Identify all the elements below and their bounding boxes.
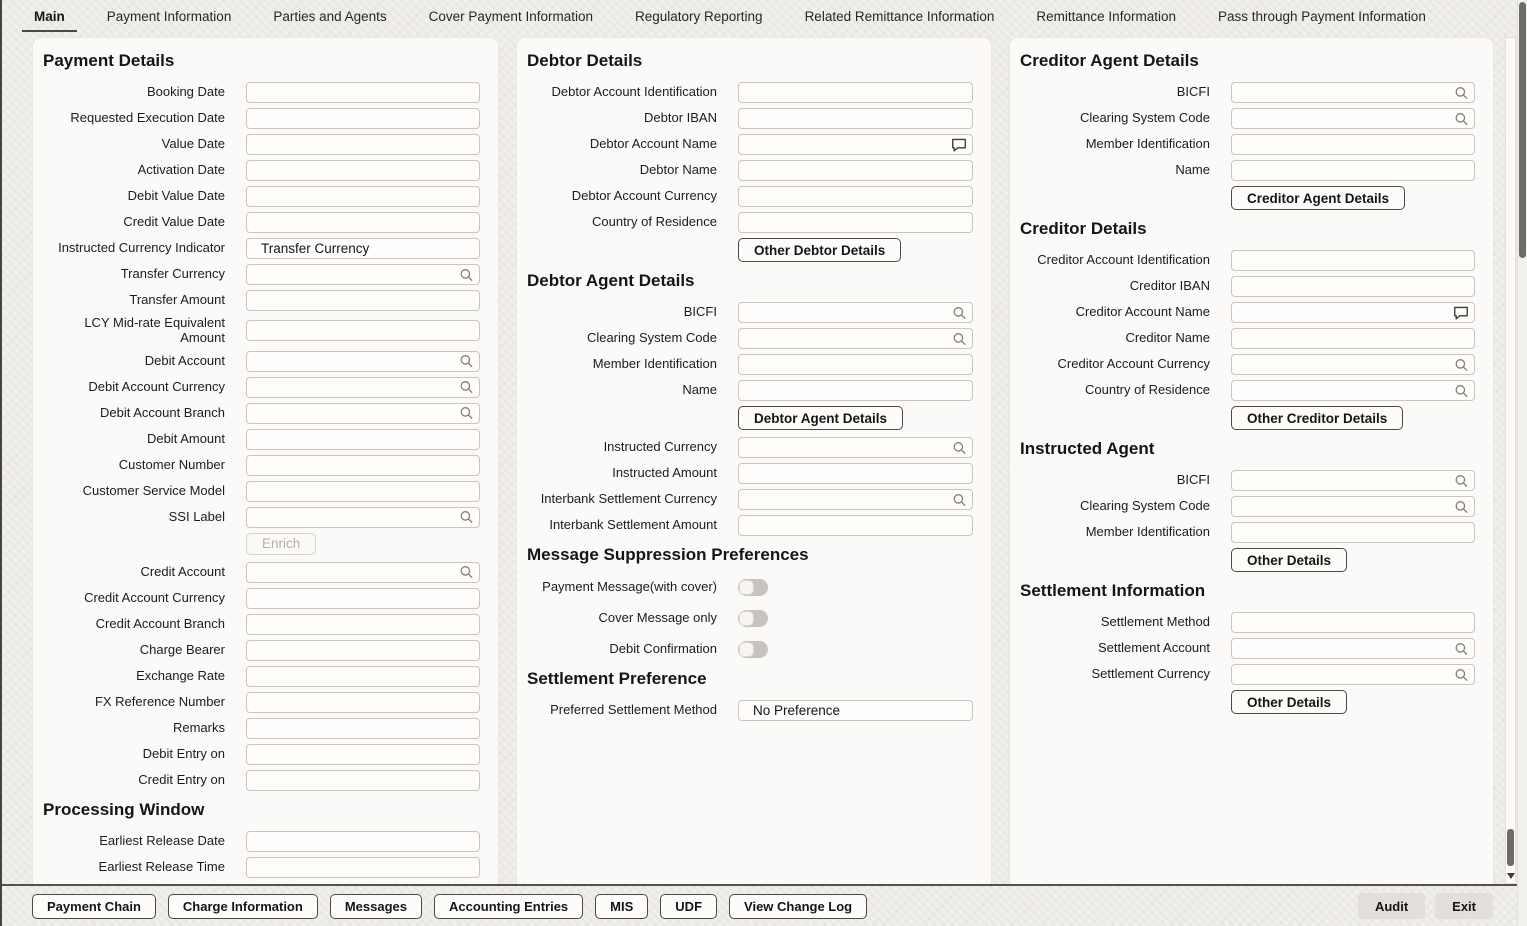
transfer-currency-label: Transfer Currency xyxy=(120,266,225,282)
exchange-rate-field[interactable] xyxy=(246,666,480,687)
search-icon[interactable] xyxy=(1454,85,1469,100)
creditor-account-identification-field[interactable] xyxy=(1231,250,1475,271)
audit-button[interactable]: Audit xyxy=(1358,893,1425,919)
customer-service-model-label: Customer Service Model xyxy=(82,482,225,498)
credit-account-branch-label: Credit Account Branch xyxy=(95,615,225,631)
clearing-system-code-search-field[interactable] xyxy=(1231,108,1475,129)
section-title-processing-window: Processing Window xyxy=(43,799,205,819)
toggle-knob xyxy=(739,611,754,626)
section-title-message-suppression-preferences: Message Suppression Preferences xyxy=(527,545,809,564)
fx-reference-number-label: FX Reference Number xyxy=(94,693,225,709)
tab-main[interactable]: Main xyxy=(22,9,77,32)
name-field[interactable] xyxy=(1231,160,1475,181)
creditor-account-identification-label: Creditor Account Identification xyxy=(1037,252,1210,268)
name-field[interactable] xyxy=(738,380,973,401)
booking-date-field[interactable] xyxy=(246,82,480,103)
credit-account-currency-field[interactable] xyxy=(246,588,480,609)
debtor-account-currency-field[interactable] xyxy=(738,186,973,207)
tab-bar xyxy=(2,0,1513,37)
search-icon[interactable] xyxy=(1454,641,1469,656)
accounting-entries-button[interactable]: Accounting Entries xyxy=(434,894,583,919)
debtor-name-label: Debtor Name xyxy=(639,162,717,178)
debit-account-search-field[interactable] xyxy=(246,351,480,372)
debtor-iban-label: Debtor IBAN xyxy=(644,110,717,126)
debit-value-date-field[interactable] xyxy=(246,186,480,207)
country-of-residence-label: Country of Residence xyxy=(1084,382,1210,398)
name-label: Name xyxy=(682,382,717,398)
footer-right-actions xyxy=(1358,893,1493,919)
instructed-currency-indicator-field[interactable] xyxy=(246,238,480,259)
tab-regulatory-reporting[interactable]: Regulatory Reporting xyxy=(634,9,763,24)
clearing-system-code-search-field[interactable] xyxy=(738,328,973,349)
settlement-account-label: Settlement Account xyxy=(1097,640,1210,656)
creditor-agent-details-button[interactable]: Creditor Agent Details xyxy=(1231,186,1405,210)
preferred-settlement-method-field[interactable] xyxy=(738,700,973,721)
debit-confirmation-toggle[interactable] xyxy=(738,641,768,658)
section-title-debtor-agent-details: Debtor Agent Details xyxy=(527,271,695,290)
country-of-residence-field[interactable] xyxy=(738,212,973,233)
transfer-amount-field[interactable] xyxy=(246,290,480,311)
debit-account-currency-label: Debit Account Currency xyxy=(88,378,225,394)
credit-account-branch-field[interactable] xyxy=(246,614,480,635)
search-icon[interactable] xyxy=(459,565,474,580)
search-icon[interactable] xyxy=(1454,383,1469,398)
requested-execution-date-field[interactable] xyxy=(246,108,480,129)
settlement-method-label: Settlement Method xyxy=(1100,614,1210,630)
settlement-currency-label: Settlement Currency xyxy=(1091,666,1210,682)
search-icon[interactable] xyxy=(1454,473,1469,488)
customer-number-field[interactable] xyxy=(246,455,480,476)
search-icon[interactable] xyxy=(952,492,967,507)
customer-number-label: Customer Number xyxy=(118,456,225,472)
section-title-settlement-preference: Settlement Preference xyxy=(527,669,707,688)
lcy-mid-rate-equivalent-amount-field[interactable] xyxy=(246,320,480,341)
debtor-account-identification-field[interactable] xyxy=(738,82,973,103)
credit-account-currency-label: Credit Account Currency xyxy=(84,589,225,605)
settlement-account-search-field[interactable] xyxy=(1231,638,1475,659)
mis-button[interactable]: MIS xyxy=(595,894,648,919)
credit-entry-on-field[interactable] xyxy=(246,770,480,791)
earliest-release-time-label: Earliest Release Time xyxy=(98,858,225,874)
booking-date-label: Booking Date xyxy=(146,84,225,100)
section-title-payment-details: Payment Details xyxy=(43,51,175,70)
debit-account-branch-search-field[interactable] xyxy=(246,403,480,424)
other-details-button[interactable]: Other Details xyxy=(1231,690,1347,714)
payment-chain-button[interactable]: Payment Chain xyxy=(32,894,156,919)
section-title-creditor-agent-details: Creditor Agent Details xyxy=(1020,51,1199,70)
debtor-name-field[interactable] xyxy=(738,160,973,181)
member-identification-field[interactable] xyxy=(1231,134,1475,155)
tab-cover-payment-information[interactable]: Cover Payment Information xyxy=(428,9,593,24)
credit-account-label: Credit Account xyxy=(140,563,225,579)
debtor-account-name-field[interactable] xyxy=(738,134,973,155)
comment-icon[interactable] xyxy=(951,138,967,152)
search-icon[interactable] xyxy=(952,305,967,320)
creditor-account-currency-search-field[interactable] xyxy=(1231,354,1475,375)
debtor-account-currency-label: Debtor Account Currency xyxy=(571,188,717,204)
panel-debtor xyxy=(516,37,992,884)
credit-value-date-label: Credit Value Date xyxy=(123,214,225,230)
comment-icon[interactable] xyxy=(1453,306,1469,320)
debtor-iban-field[interactable] xyxy=(738,108,973,129)
interbank-settlement-amount-field[interactable] xyxy=(738,515,973,536)
creditor-account-name-field[interactable] xyxy=(1231,302,1475,323)
name-label: Name xyxy=(1175,162,1210,178)
interbank-settlement-currency-label: Interbank Settlement Currency xyxy=(540,491,717,507)
footer-actions xyxy=(32,894,867,919)
member-identification-label: Member Identification xyxy=(592,356,717,372)
credit-account-search-field[interactable] xyxy=(246,562,480,583)
section-title-instructed-agent: Instructed Agent xyxy=(1020,439,1155,458)
exit-button[interactable]: Exit xyxy=(1435,893,1493,919)
earliest-release-date-field[interactable] xyxy=(246,831,480,852)
messages-button[interactable]: Messages xyxy=(330,894,422,919)
bicfi-label: BICFI xyxy=(1176,472,1210,488)
creditor-account-currency-label: Creditor Account Currency xyxy=(1057,356,1210,372)
debit-confirmation-label: Debit Confirmation xyxy=(609,640,717,656)
enrich-button[interactable]: Enrich xyxy=(246,533,316,555)
instructed-currency-search-field[interactable] xyxy=(738,437,973,458)
debit-entry-on-field[interactable] xyxy=(246,744,480,765)
creditor-account-name-label: Creditor Account Name xyxy=(1075,304,1210,320)
section-title-debtor-details: Debtor Details xyxy=(527,51,643,70)
bicfi-search-field[interactable] xyxy=(738,302,973,323)
toggle-knob xyxy=(739,580,754,595)
window-scrollbar[interactable] xyxy=(1517,0,1527,926)
interbank-settlement-currency-search-field[interactable] xyxy=(738,489,973,510)
clearing-system-code-label: Clearing System Code xyxy=(1079,498,1210,514)
member-identification-field[interactable] xyxy=(738,354,973,375)
value-date-label: Value Date xyxy=(161,136,225,152)
search-icon[interactable] xyxy=(952,440,967,455)
cover-message-only-toggle[interactable] xyxy=(738,610,768,627)
search-icon[interactable] xyxy=(1454,499,1469,514)
debtor-account-name-label: Debtor Account Name xyxy=(589,136,717,152)
debit-amount-label: Debit Amount xyxy=(146,430,225,446)
section-title-settlement-information: Settlement Information xyxy=(1020,581,1206,600)
creditor-name-field[interactable] xyxy=(1231,328,1475,349)
ssi-label-search-field[interactable] xyxy=(246,507,480,528)
tab-pass-through-payment-information[interactable]: Pass through Payment Information xyxy=(1217,9,1426,24)
content-scrollbar[interactable] xyxy=(1505,37,1516,884)
search-icon[interactable] xyxy=(1454,111,1469,126)
scroll-down-arrow-icon[interactable] xyxy=(1507,873,1515,879)
window-scrollbar-thumb[interactable] xyxy=(1519,2,1526,258)
other-details-button[interactable]: Other Details xyxy=(1231,548,1347,572)
other-debtor-details-button[interactable]: Other Debtor Details xyxy=(738,238,901,262)
country-of-residence-label: Country of Residence xyxy=(591,214,717,230)
member-identification-label: Member Identification xyxy=(1085,136,1210,152)
debit-amount-field[interactable] xyxy=(246,429,480,450)
exchange-rate-label: Exchange Rate xyxy=(136,667,225,683)
search-icon[interactable] xyxy=(459,354,474,369)
debit-account-label: Debit Account xyxy=(144,352,225,368)
settlement-method-field[interactable] xyxy=(1231,612,1475,633)
search-icon[interactable] xyxy=(459,267,474,282)
bicfi-search-field[interactable] xyxy=(1231,470,1475,491)
charge-bearer-field[interactable] xyxy=(246,640,480,661)
country-of-residence-search-field[interactable] xyxy=(1231,380,1475,401)
activation-date-field[interactable] xyxy=(246,160,480,181)
search-icon[interactable] xyxy=(1454,357,1469,372)
panel-creditor xyxy=(1009,37,1494,884)
debit-account-currency-search-field[interactable] xyxy=(246,377,480,398)
debit-account-branch-label: Debit Account Branch xyxy=(99,404,225,420)
value-date-field[interactable] xyxy=(246,134,480,155)
search-icon[interactable] xyxy=(952,331,967,346)
instructed-amount-label: Instructed Amount xyxy=(612,465,717,481)
ssi-label-label: SSI Label xyxy=(168,508,225,524)
tab-remittance-information[interactable]: Remittance Information xyxy=(1036,9,1176,24)
bicfi-label: BICFI xyxy=(683,304,717,320)
creditor-iban-label: Creditor IBAN xyxy=(1129,278,1210,294)
transfer-amount-label: Transfer Amount xyxy=(129,292,225,308)
bicfi-label: BICFI xyxy=(1176,84,1210,100)
toggle-knob xyxy=(739,642,754,657)
preferred-settlement-method-label: Preferred Settlement Method xyxy=(550,702,717,718)
clearing-system-code-label: Clearing System Code xyxy=(1079,110,1210,126)
activation-date-label: Activation Date xyxy=(137,162,225,178)
customer-service-model-field[interactable] xyxy=(246,481,480,502)
payment-message-with-cover-label: Payment Message(with cover) xyxy=(542,578,717,594)
remarks-field[interactable] xyxy=(246,718,480,739)
other-creditor-details-button[interactable]: Other Creditor Details xyxy=(1231,406,1403,430)
tab-related-remittance-information[interactable]: Related Remittance Information xyxy=(804,9,995,24)
debtor-agent-details-button[interactable]: Debtor Agent Details xyxy=(738,406,903,430)
settlement-currency-search-field[interactable] xyxy=(1231,664,1475,685)
clearing-system-code-label: Clearing System Code xyxy=(586,330,717,346)
remarks-label: Remarks xyxy=(172,719,225,735)
bicfi-search-field[interactable] xyxy=(1231,82,1475,103)
creditor-name-label: Creditor Name xyxy=(1125,330,1210,346)
credit-value-date-field[interactable] xyxy=(246,212,480,233)
view-change-log-button[interactable]: View Change Log xyxy=(729,894,867,919)
instructed-currency-label: Instructed Currency xyxy=(603,439,717,455)
creditor-iban-field[interactable] xyxy=(1231,276,1475,297)
cover-message-only-label: Cover Message only xyxy=(598,609,717,625)
search-icon[interactable] xyxy=(459,380,474,395)
transfer-currency-search-field[interactable] xyxy=(246,264,480,285)
debit-entry-on-label: Debit Entry on xyxy=(142,745,225,761)
payment-message-with-cover-toggle[interactable] xyxy=(738,579,768,596)
content-scrollbar-thumb[interactable] xyxy=(1507,829,1514,866)
panel-payment-details xyxy=(32,37,499,884)
debit-value-date-label: Debit Value Date xyxy=(127,188,225,204)
charge-bearer-label: Charge Bearer xyxy=(139,641,225,657)
fx-reference-number-field[interactable] xyxy=(246,692,480,713)
clearing-system-code-search-field[interactable] xyxy=(1231,496,1475,517)
search-icon[interactable] xyxy=(1454,667,1469,682)
tab-parties-and-agents[interactable]: Parties and Agents xyxy=(273,9,387,24)
section-title-creditor-details: Creditor Details xyxy=(1020,219,1147,238)
lcy-mid-rate-equivalent-amount-label: LCY Mid-rate Equivalent Amount xyxy=(84,315,225,345)
interbank-settlement-amount-label: Interbank Settlement Amount xyxy=(549,517,717,533)
charge-information-button[interactable]: Charge Information xyxy=(168,894,318,919)
credit-entry-on-label: Credit Entry on xyxy=(138,771,225,787)
udf-button[interactable]: UDF xyxy=(660,894,717,919)
search-icon[interactable] xyxy=(459,406,474,421)
tab-payment-information[interactable]: Payment Information xyxy=(106,9,232,24)
instructed-amount-field[interactable] xyxy=(738,463,973,484)
footer-bar xyxy=(2,884,1527,926)
earliest-release-time-field[interactable] xyxy=(246,857,480,878)
search-icon[interactable] xyxy=(459,510,474,525)
requested-execution-date-label: Requested Execution Date xyxy=(70,110,225,126)
member-identification-label: Member Identification xyxy=(1085,524,1210,540)
earliest-release-date-label: Earliest Release Date xyxy=(99,832,225,848)
member-identification-field[interactable] xyxy=(1231,522,1475,543)
debtor-account-identification-label: Debtor Account Identification xyxy=(551,84,717,100)
instructed-currency-indicator-label: Instructed Currency Indicator xyxy=(58,240,225,256)
